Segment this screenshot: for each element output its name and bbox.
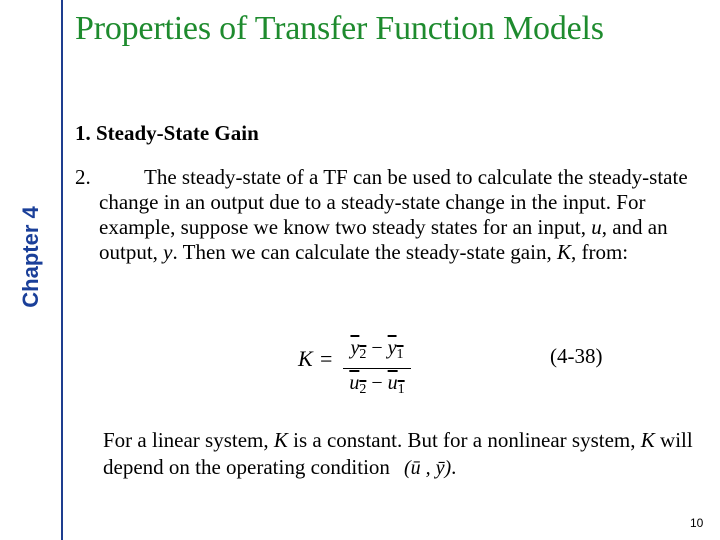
item2-seg-6: , from:	[570, 240, 629, 264]
para-var-k-2: K	[640, 428, 655, 452]
denominator-sub-b: 1	[397, 382, 405, 397]
numerator-sub-b: 1	[396, 347, 404, 362]
item2-seg-2: , and an output,	[99, 215, 668, 264]
list-item-2-text	[99, 165, 709, 265]
equation-equals: =	[320, 346, 333, 371]
item2-var-u: u	[591, 215, 602, 239]
operating-point: (ū , ȳ)	[403, 457, 452, 479]
list-item-1-number: 1.	[75, 121, 91, 145]
item2-var-k: K	[556, 240, 571, 264]
para-seg-6: .	[451, 455, 457, 479]
numerator-sub-a: 2	[359, 347, 367, 362]
numerator-var-a: y	[350, 337, 360, 359]
list-item-1-label: Steady-State Gain	[96, 121, 259, 145]
denominator-sub-a: 2	[359, 382, 367, 397]
numerator-minus: −	[371, 337, 383, 359]
equation-number: (4-38)	[550, 344, 603, 368]
item2-var-y: y	[163, 240, 173, 264]
list-item-2-number: 2.	[75, 165, 91, 189]
denominator-var-a: u	[349, 372, 360, 394]
slide-title: Properties of Transfer Function Models	[75, 10, 604, 47]
nonlinear-paragraph	[103, 427, 703, 482]
list-item-1	[75, 121, 259, 146]
equation-fraction	[343, 337, 411, 401]
fraction-bar	[343, 368, 411, 369]
para-seg-0: For a linear system,	[103, 428, 274, 452]
page-number: 10	[690, 516, 704, 530]
denominator-minus: −	[371, 372, 383, 394]
para-var-k-1: K	[273, 428, 288, 452]
numerator-var-b: y	[387, 337, 397, 359]
denominator-var-b: u	[387, 372, 398, 394]
item2-seg-4: . Then we can calculate the steady-state gain,	[172, 240, 557, 264]
equation-numerator	[343, 337, 411, 366]
item2-seg-0: The steady-state of a TF can be used to calculate the steady-state change in an output due to a steady-state change in the input. For example, suppose we know two steady states for an input,	[99, 165, 688, 239]
equation-denominator	[343, 372, 411, 401]
equation-lhs: K	[298, 346, 313, 371]
para-seg-2: is a constant. But for a nonlinear system,	[287, 428, 641, 452]
para-seg-4: will depend on the operating condition	[103, 428, 693, 479]
chapter-label: Chapter 4	[18, 206, 43, 308]
